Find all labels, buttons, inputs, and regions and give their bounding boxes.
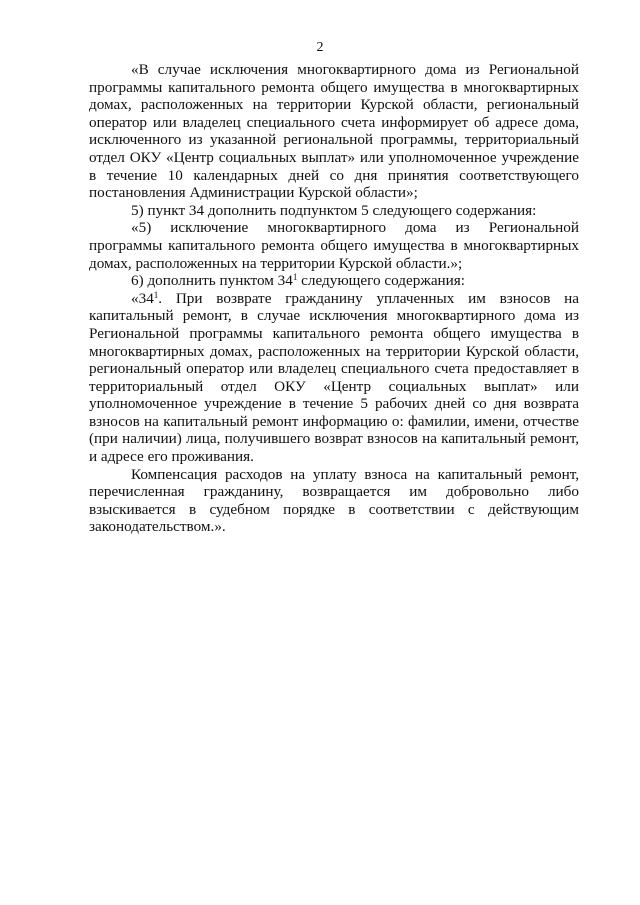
paragraph-point-34-1: «$34^1$. При возврате гражданину уплаченных им взносов на капитальный ремонт, в случае исключения многоквартирного дома из Региональной программы капитального ремонта общего имущества в многоквартирных домах, расположенных на территории Курской области, региональный оператор или владелец специального счета предоставляет в территориальный отдел ОКУ «Центр социальных выплат» или уполномоченное учреждение в течение 5 рабочих дней со дня возврата взносов на капитальный ремонт информацию о: фамилии, имени, отчестве (при наличии) лица, получившего возврат взносов на капитальный ремонт, и адресе его проживания. [89,289,579,466]
paragraph-item-5: 5) пункт 34 дополнить подпунктом 5 следующего содержания: [131,201,537,219]
document-body [89,61,579,536]
paragraph-subitem-5: «5) исключение многоквартирного дома из Региональной программы капитального ремонта общего имущества в многоквартирных домах, расположенных на территории Курской области.»; [89,219,579,272]
paragraph-item-6: 6) дополнить пунктом $34^1$ следующего содержания: [131,272,466,290]
paragraph-exclusion-notice: «В случае исключения многоквартирного дома из Региональной программы капитального ремонта общего имущества в многоквартирных домах, расположенных на территории Курской области, региональный оператор или владелец специального счета информирует об адресе дома, исключенного из указанной региональной программы, территориальный отдел ОКУ «Центр социальных выплат» или уполномоченное учреждение в течение 10 календарных дней со дня принятия соответствующего постановления Администрации Курской области»; [89,61,579,202]
paragraph-compensation: Компенсация расходов на уплату взноса на капитальный ремонт, перечисленная гражданину, возвращается им добровольно либо взыскивается в судебном порядке в соответствии с действующим законодательством.». [89,465,579,536]
page-number: 2 [316,40,324,55]
